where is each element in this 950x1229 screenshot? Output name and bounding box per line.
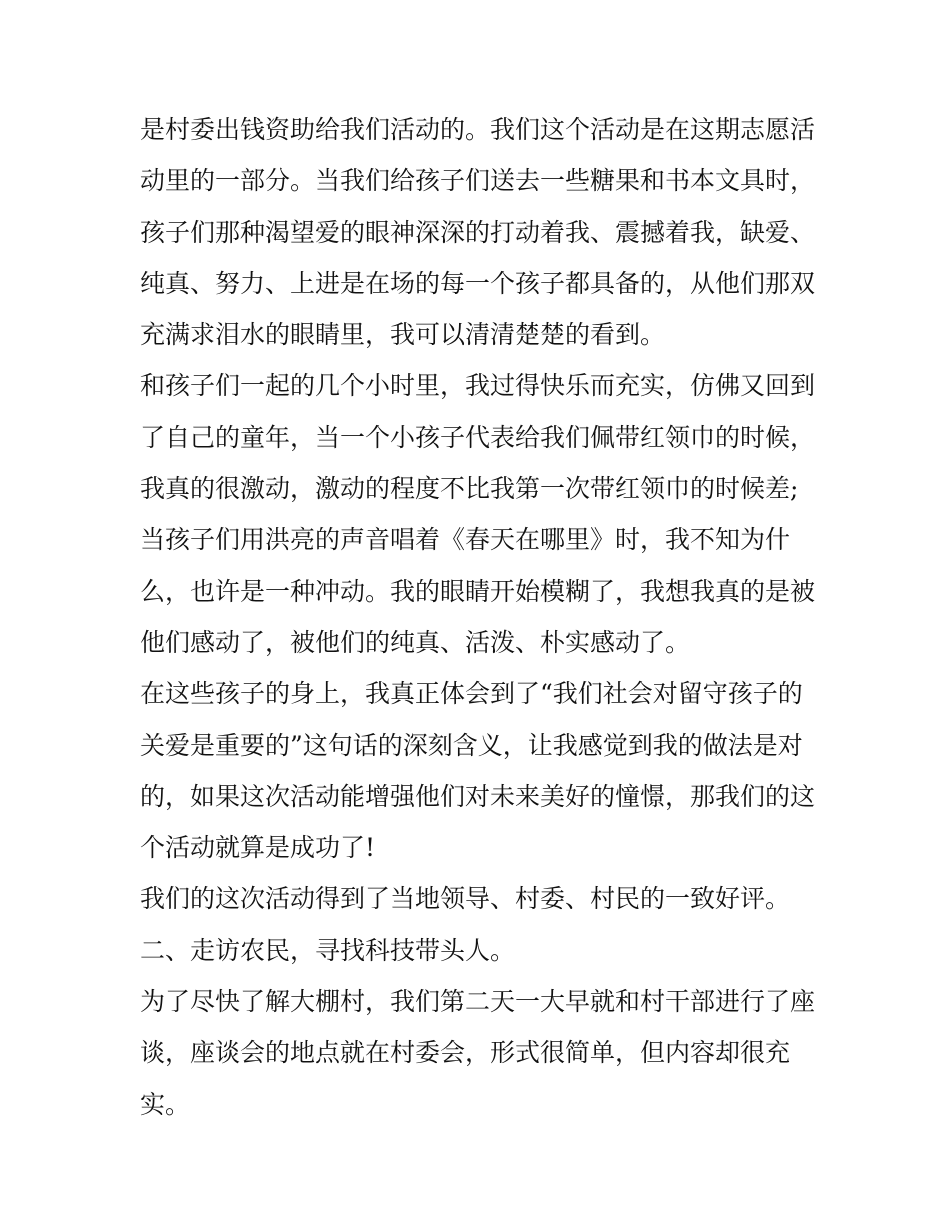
text-line: 他们感动了，被他们的纯真、活泼、朴实感动了。: [140, 627, 691, 657]
text-line: 关爱是重要的”这句话的深刻含义，让我感觉到我的做法是对: [140, 730, 803, 760]
text-line: 纯真、努力、上进是在场的每一个孩子都具备的，从他们那双: [140, 268, 816, 298]
text-line: 为了尽快了解大棚村，我们第二天一大早就和村干部进行了座: [140, 987, 816, 1017]
text-line: 了自己的童年，当一个小孩子代表给我们佩带红领巾的时候，: [140, 422, 816, 452]
document-body: [140, 104, 820, 1130]
text-line: 在这些孩子的身上，我真正体会到了“我们社会对留守孩子的: [140, 679, 803, 709]
text-line: 我真的很激动，激动的程度不比我第一次带红领巾的时候差;: [140, 474, 799, 504]
text-line: 的，如果这次活动能增强他们对未来美好的憧憬，那我们的这: [140, 781, 816, 811]
text-line: 充满求泪水的眼睛里，我可以清清楚楚的看到。: [140, 320, 666, 350]
text-line: 个活动就算是成功了!: [140, 833, 376, 863]
text-line: 实。: [140, 1089, 191, 1119]
section-heading: 二、走访农民，寻找科技带头人。: [140, 935, 516, 965]
text-line: 谈，座谈会的地点就在村委会，形式很简单，但内容却很充: [140, 1038, 791, 1068]
text-line: 是村委出钱资助给我们活动的。我们这个活动是在这期志愿活: [140, 115, 816, 144]
text-line: 我们的这次活动得到了当地领导、村委、村民的一致好评。: [140, 884, 791, 914]
text-line: 么，也许是一种冲动。我的眼睛开始模糊了，我想我真的是被: [140, 576, 816, 606]
text-line: 孩子们那种渴望爱的眼神深深的打动着我、震撼着我，缺爱、: [140, 217, 816, 247]
text-line: 和孩子们一起的几个小时里，我过得快乐而充实，仿佛又回到: [140, 371, 816, 401]
text-line: 动里的一部分。当我们给孩子们送去一些糖果和书本文具时，: [140, 166, 816, 196]
text-line: 当孩子们用洪亮的声音唱着《春天在哪里》时，我不知为什: [140, 525, 791, 555]
